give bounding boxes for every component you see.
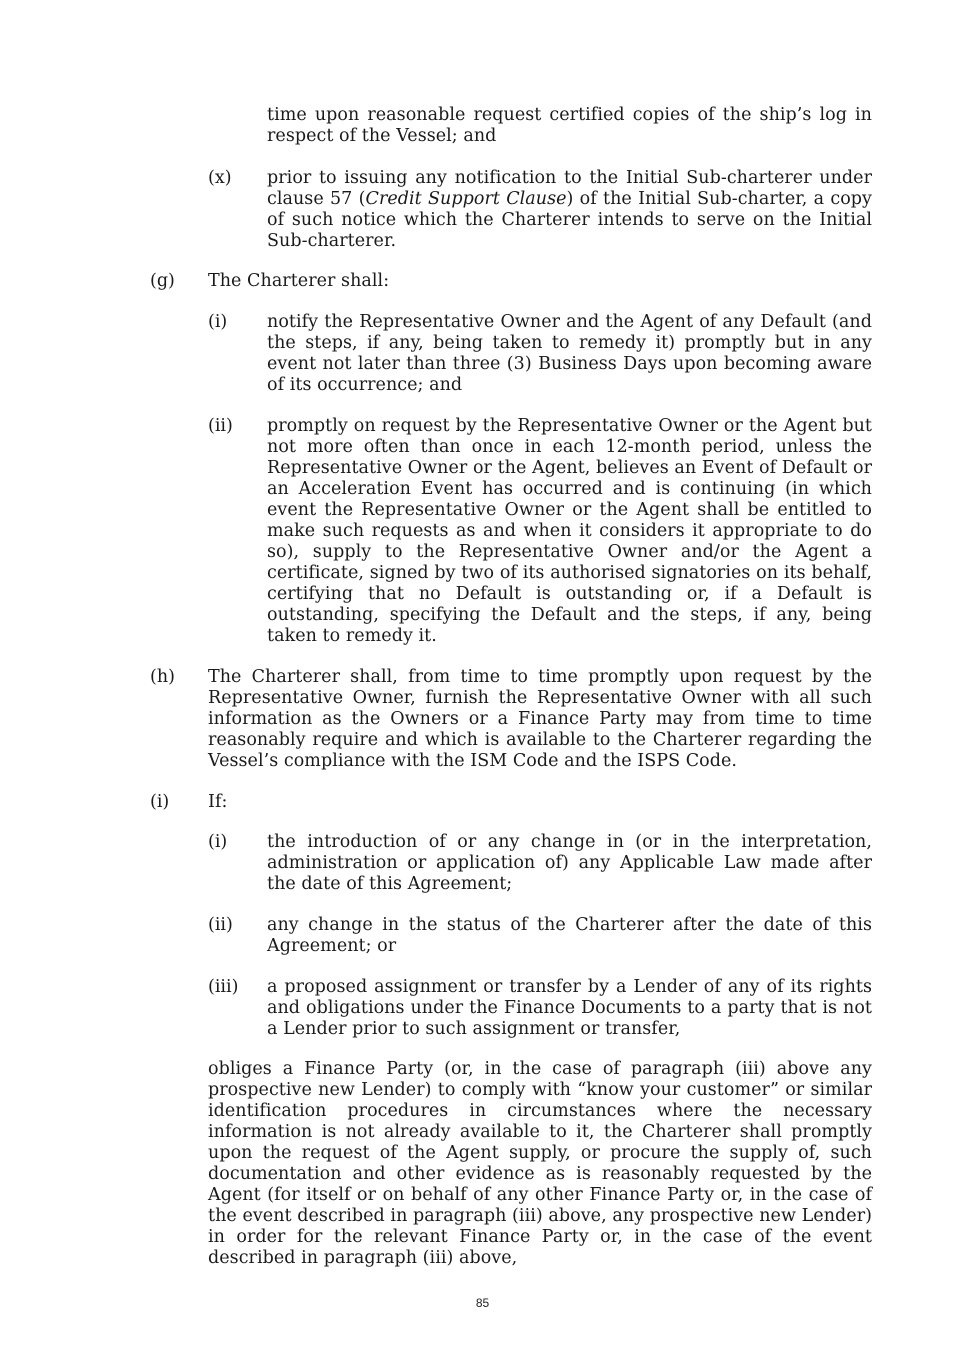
item-label-g-i: (i) [208, 312, 228, 332]
item-label-g-ii: (ii) [208, 416, 233, 436]
item-label-i-iii: (iii) [208, 977, 239, 997]
paragraph-i-i: the introduction of or any change in (or in the interpretation, administration or application of) any Applicable Law made after the date of this Agreement; [267, 832, 872, 894]
paragraph-g-ii: promptly on request by the Representative Owner or the Agent but not more often than once in each 12-month period, unless the Representative Owner or the Agent, believes an Event of Default or an Acceleration Event has occurred and is continuing (in which event the Representative Owner or the Agent shall be entitled to make such requests as and when it considers it appropriate to do so), supply to the Representative Owner and/or the Agent a certificate, signed by two of its authorised signatories on its behalf, certifying that no Default is outstanding or, if a Default is outstanding, specifying the Default and the steps, if any, being taken to remedy it. [267, 416, 872, 646]
page-number: 85 [475, 1296, 490, 1310]
paragraph-obliges: obliges a Finance Party (or, in the case of paragraph (iii) above any prospective new Lender) to comply with “know your customer” or similar identification procedures in circumstances where the necessary information is not already available to it, the Charterer shall promptly upon the request of the Agent supply, or procure the supply of, such documentation and other evidence as is reasonably requested by the Agent (for itself or on behalf of any other Finance Party or, in the case of the event described in paragraph (iii) above, any prospective new Lender) in order for the relevant Finance Party or, in the case of the event described in paragraph (iii) above, [208, 1059, 872, 1268]
clause-label-h: (h) [150, 667, 175, 687]
clause-label-i: (i) [150, 792, 170, 812]
paragraph-ix-continuation: time upon reasonable request certified copies of the ship’s log in respect of the Vessel; and [267, 105, 872, 146]
item-label-i-ii: (ii) [208, 915, 233, 935]
item-label-i-i: (i) [208, 832, 228, 852]
paragraph-h: The Charterer shall, from time to time promptly upon request by the Representative Owner, furnish the Representative Owner with all such information as the Owners or a Finance Party may from time to time reasonably require and which is available to the Charterer regarding the Vessel’s compliance with the ISM Code and the ISPS Code. [208, 667, 872, 771]
paragraph-i: If: [208, 792, 228, 812]
item-label-x: (x) [208, 168, 232, 188]
paragraph-g-i: notify the Representative Owner and the Agent of any Default (and the steps, if any, being taken to remedy it) promptly but in any event not later than three (3) Business Days upon becoming aware of its occurrence; and [267, 312, 872, 395]
paragraph-i-ii: any change in the status of the Charterer after the date of this Agreement; or [267, 915, 872, 956]
clause-label-g: (g) [150, 271, 175, 291]
paragraph-g: The Charterer shall: [208, 271, 390, 291]
paragraph-i-iii: a proposed assignment or transfer by a Lender of any of its rights and obligations under the Finance Documents to a party that is not a Lender prior to such assignment or transfer, [267, 977, 872, 1039]
paragraph-x: prior to issuing any notification to the Initial Sub-charterer under clause 57 (Credit Support Clause) of the Initial Sub-charter, a copy of such notice which the Charterer intends to serve on the Initial Sub-charterer. [267, 168, 872, 251]
